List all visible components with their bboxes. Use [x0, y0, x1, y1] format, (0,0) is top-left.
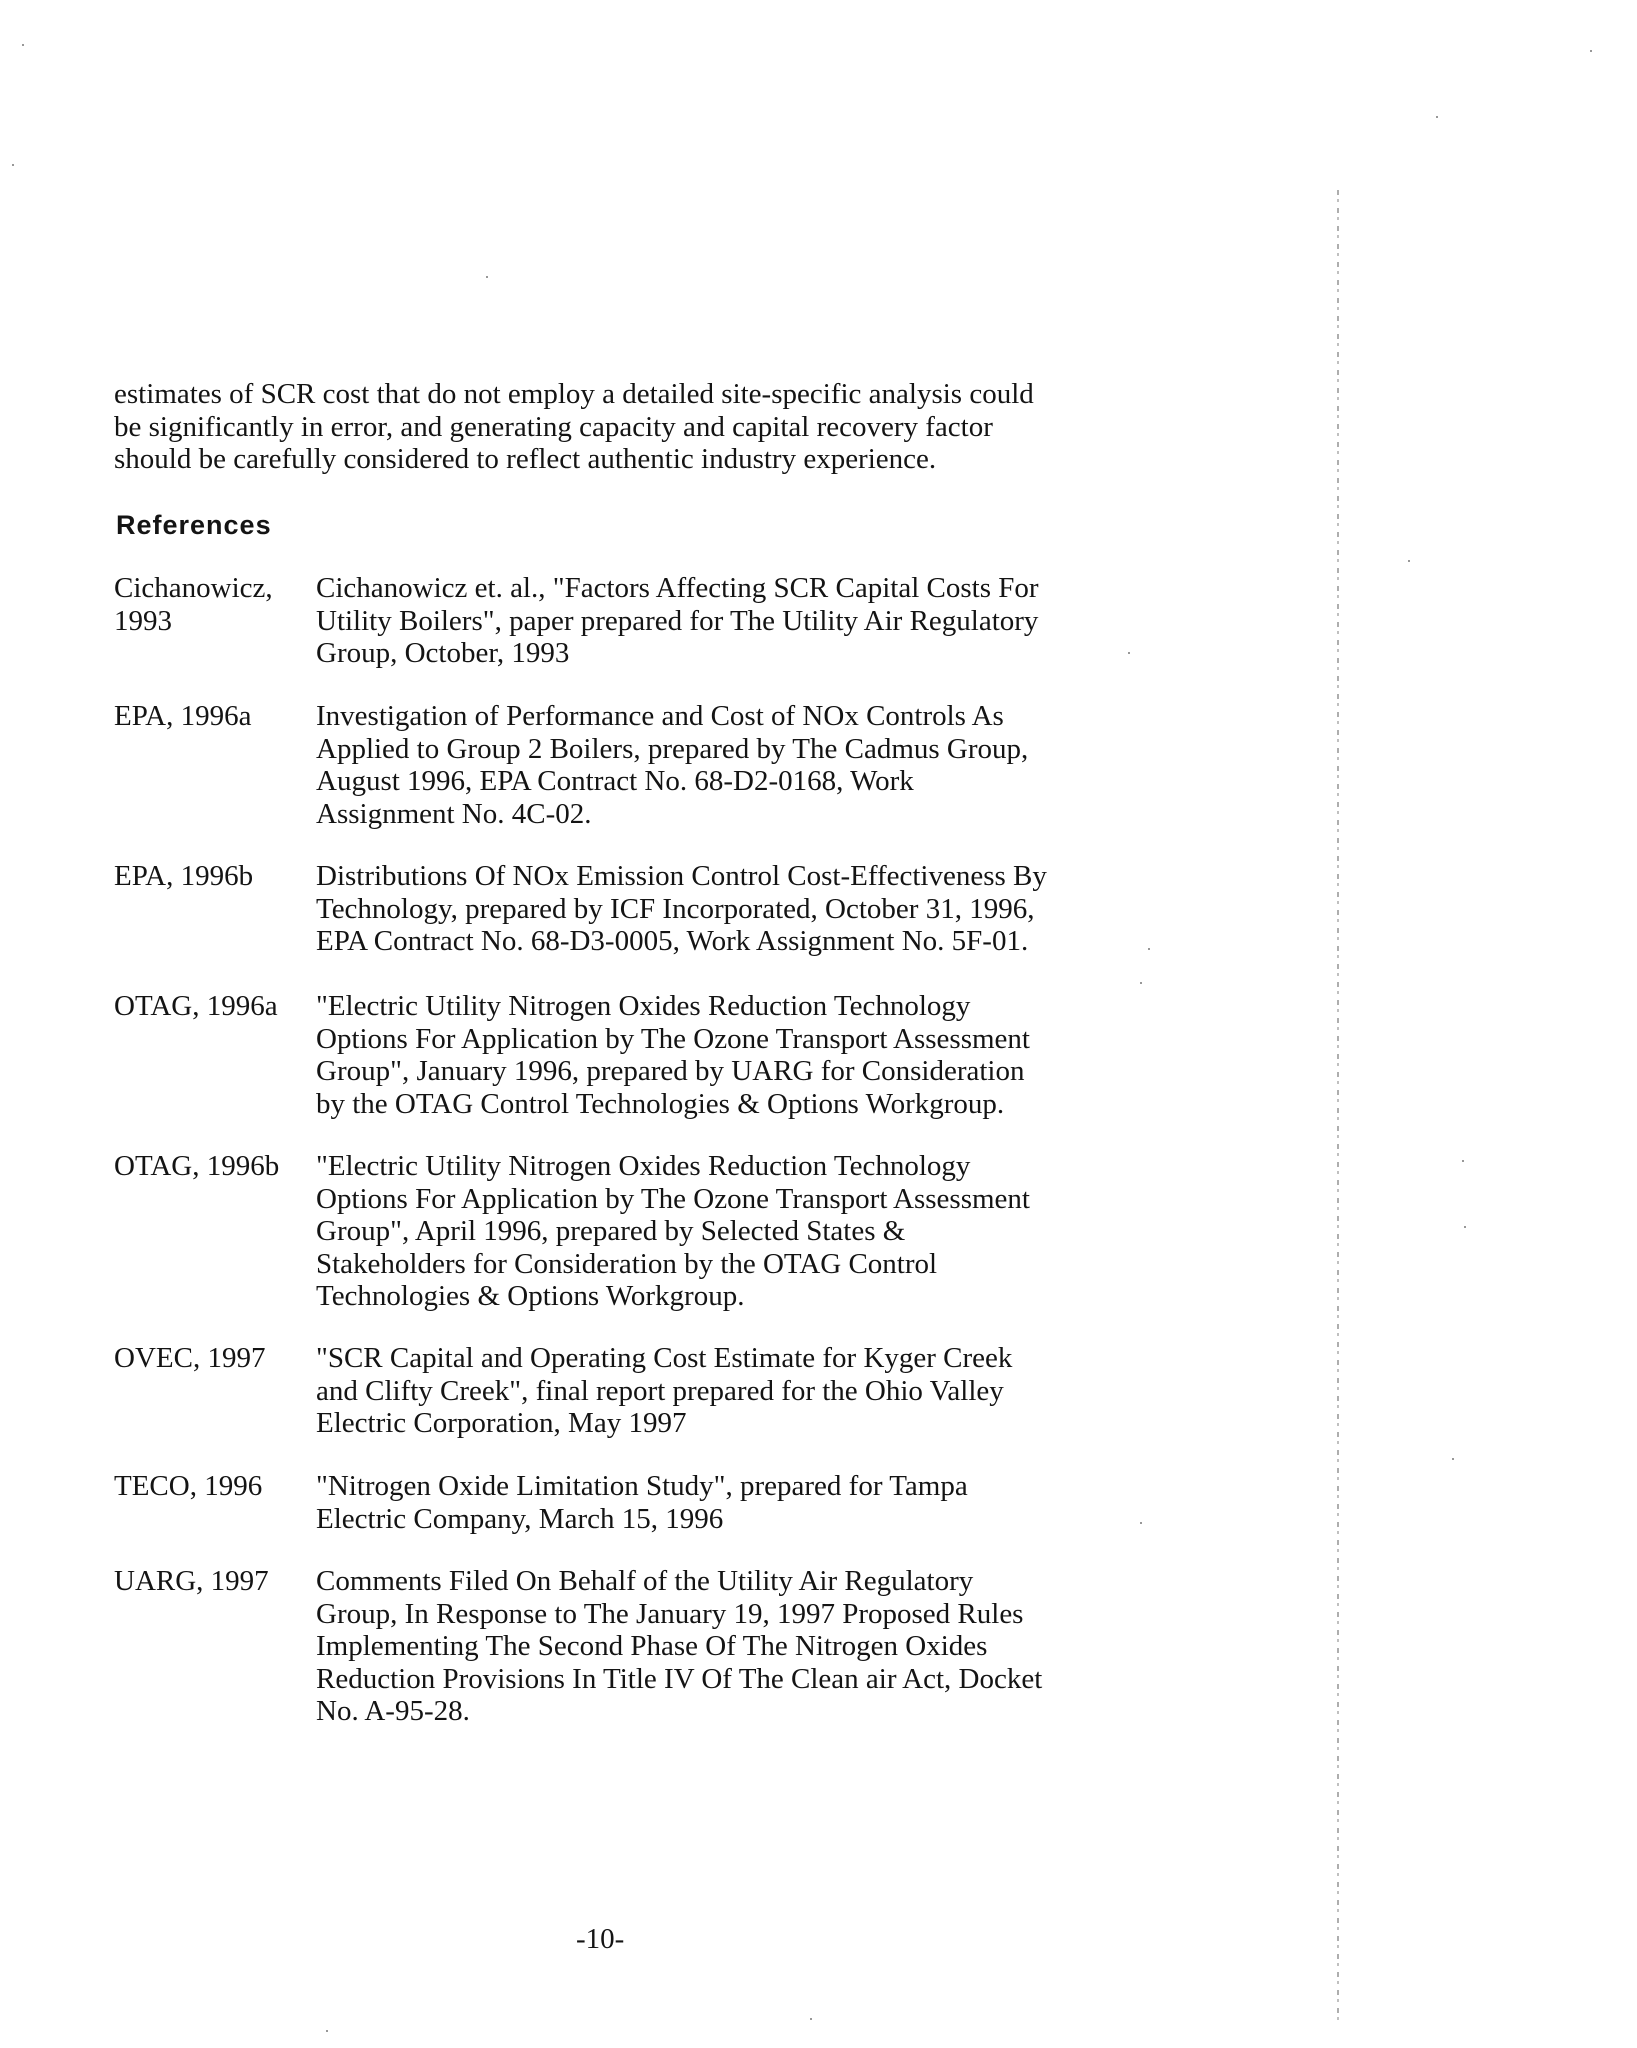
reference-key: TECO, 1996: [114, 1470, 263, 1502]
scan-speck: [326, 2030, 328, 2032]
reference-text: Cichanowicz et. al., "Factors Affecting SCR Capital Costs For Utility Boilers", paper prepared for The Utility Air Regulatory Group, October, 1993: [316, 572, 1039, 669]
scan-speck: [486, 276, 488, 278]
scan-speck: [1462, 1160, 1464, 1162]
scan-speck: [22, 44, 24, 46]
scan-speck: [1590, 50, 1592, 52]
reference-text: Distributions Of NOx Emission Control Cost-Effectiveness By Technology, prepared by ICF Incorporated, October 31, 1996, EPA Contract No. 68-D3-0005, Work Assignment No. 5F-01.: [316, 860, 1047, 957]
scan-speck: [1148, 948, 1150, 950]
reference-key: OTAG, 1996a: [114, 990, 278, 1022]
page-number: -10-: [576, 1923, 625, 1955]
reference-text: "Nitrogen Oxide Limitation Study", prepared for Tampa Electric Company, March 15, 1996: [316, 1470, 968, 1535]
scan-speck: [810, 2018, 812, 2020]
reference-text: "SCR Capital and Operating Cost Estimate for Kyger Creek and Clifty Creek", final report prepared for the Ohio Valley Electric Corporation, May 1997: [316, 1342, 1013, 1439]
reference-key: EPA, 1996a: [114, 700, 252, 732]
reference-text: "Electric Utility Nitrogen Oxides Reduction Technology Options For Application by The Ozone Transport Assessment Group", January 1996, prepared by UARG for Consideration by the OTAG Control Technologies & Options Workgroup.: [316, 990, 1030, 1120]
intro-line: be significantly in error, and generating capacity and capital recovery factor: [114, 410, 993, 443]
intro-paragraph: [114, 378, 1114, 476]
reference-text: "Electric Utility Nitrogen Oxides Reduction Technology Options For Application by The Ozone Transport Assessment Group", April 1996, prepared by Selected States & Stakeholders for Consideration by the OTAG Control Technologies & Options Workgroup.: [316, 1150, 1030, 1312]
reference-key: UARG, 1997: [114, 1565, 269, 1597]
intro-line: should be carefully considered to reflect authentic industry experience.: [114, 443, 937, 475]
reference-key: OVEC, 1997: [114, 1342, 266, 1374]
scan-speck: [1140, 982, 1142, 984]
scan-speck: [1128, 652, 1130, 654]
scan-speck: [1436, 116, 1438, 118]
scan-speck: [1452, 1458, 1454, 1460]
reference-key: Cichanowicz, 1993: [114, 572, 273, 637]
scan-speck: [12, 164, 14, 166]
reference-key: EPA, 1996b: [114, 860, 254, 892]
reference-key: OTAG, 1996b: [114, 1150, 280, 1182]
reference-text: Comments Filed On Behalf of the Utility Air Regulatory Group, In Response to The January 19, 1997 Proposed Rules Implementing The Second Phase Of The Nitrogen Oxides Reduction Provisions In Title IV Of The Clean air Act, Docket No. A-95-28.: [316, 1565, 1043, 1727]
references-heading: References: [116, 510, 272, 540]
scan-speck: [1140, 1522, 1142, 1524]
reference-text: Investigation of Performance and Cost of NOx Controls As Applied to Group 2 Boilers, prepared by The Cadmus Group, August 1996, EPA Contract No. 68-D2-0168, Work Assignment No. 4C-02.: [316, 700, 1029, 830]
intro-line: estimates of SCR cost that do not employ a detailed site-specific analysis could: [114, 378, 1034, 410]
scan-speck: [1464, 1226, 1466, 1228]
scan-edge-artifact: [1337, 190, 1339, 2020]
scan-speck: [1408, 560, 1410, 562]
